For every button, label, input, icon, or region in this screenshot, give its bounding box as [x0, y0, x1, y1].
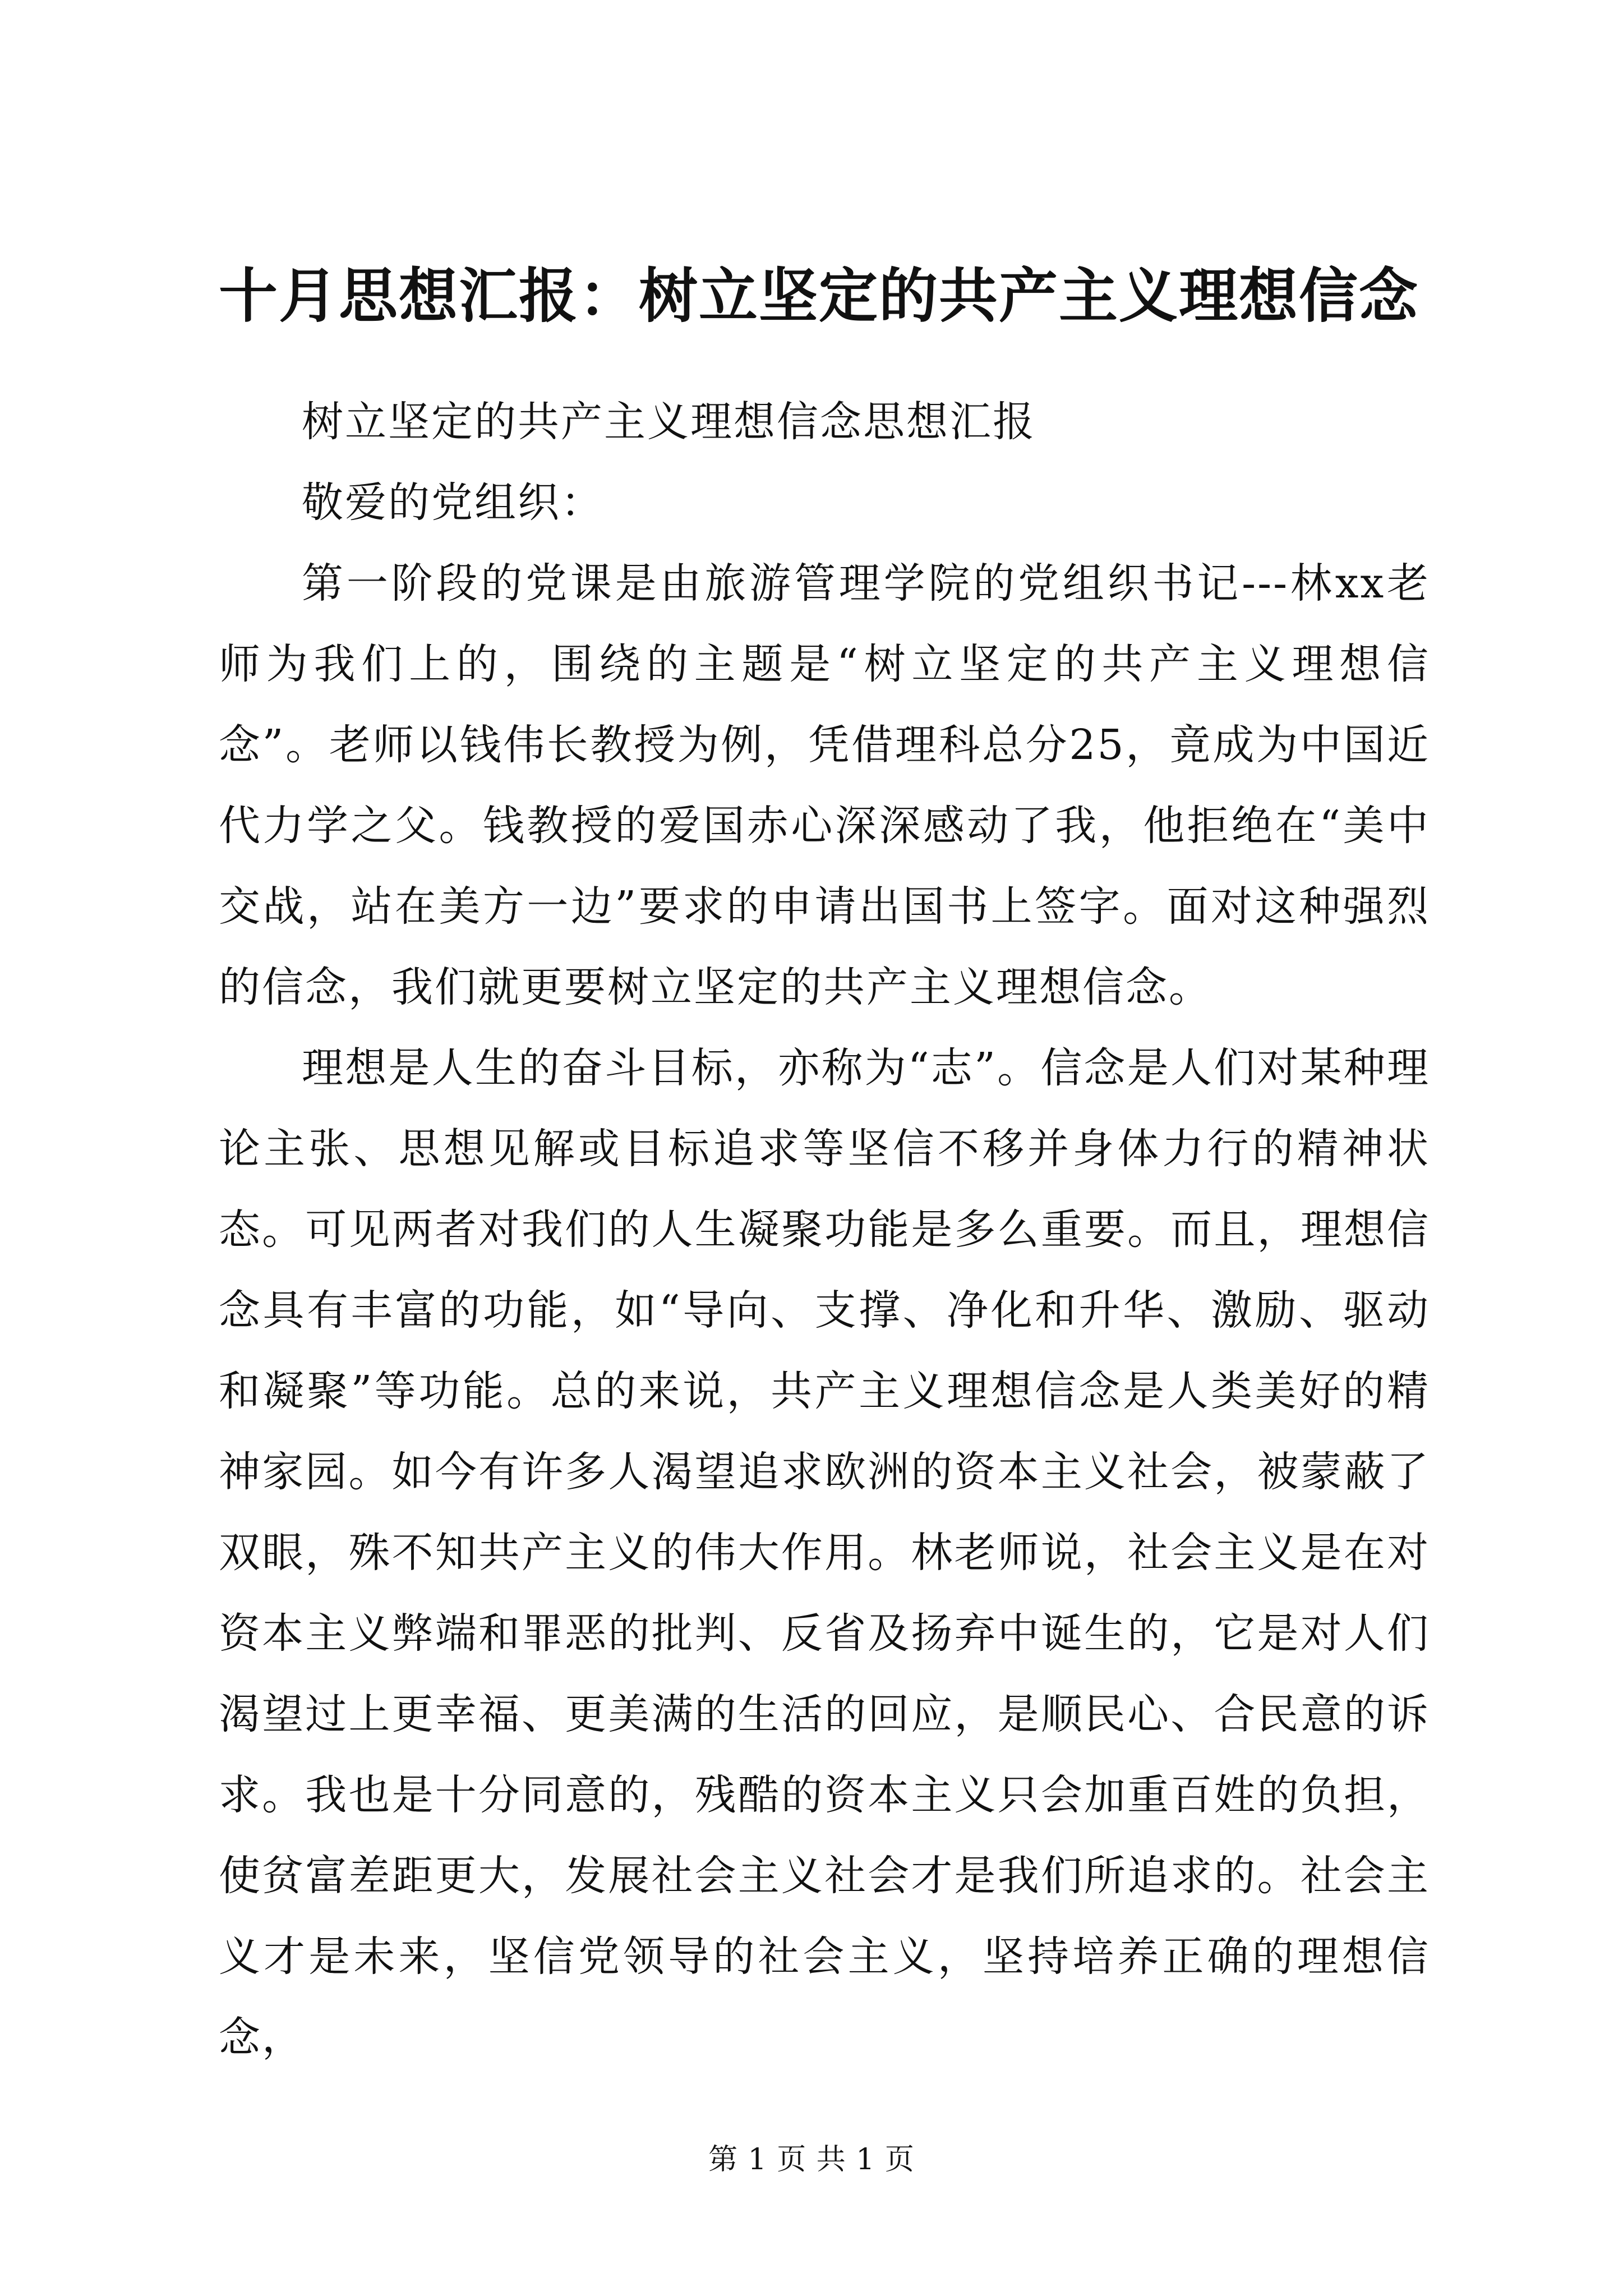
page-footer: 第 1 页 共 1 页 [708, 2143, 915, 2177]
paragraph-body-2: 理想是人生的奋斗目标，亦称为“志”。信念是人们对某种理论主张、思想见解或目标追求等坚信不移并身体力行的精神状态。可见两者对我们的人生凝聚功能是多么重要。而且，理想信念具有丰富的功能，如“导向、支撑、净化和升华、激励、驱动和凝聚”等功能。总的来说，共产主义理想信念是人类美好的精神家园。如今有许多人渴望追求欧洲的资本主义社会，被蒙蔽了双眼，殊不知共产主义的伟大作用。林老师说，社会主义是在对资本主义弊端和罪恶的批判、反省及扬弃中诞生的，它是对人们渴望过上更幸福、更美满的生活的回应，是顺民心、合民意的诉求。我也是十分同意的，残酷的资本主义只会加重百姓的负担，使贫富差距更大，发展社会主义社会才是我们所追求的。社会主义才是未来，坚信党领导的社会主义，坚持培养正确的理想信念， [219, 1044, 1430, 2062]
paragraph-subtitle: 树立坚定的共产主义理想信念思想汇报 [302, 398, 1036, 446]
paragraph-body-1: 第一阶段的党课是由旅游管理学院的党组织书记---林xx老师为我们上的，围绕的主题是“树立坚定的共产主义理想信念”。老师以钱伟长教授为例，凭借理科总分25，竟成为中国近代力学之父。钱教授的爱国赤心深深感动了我，他拒绝在“美中交战，站在美方一边”要求的申请出国书上签字。面对这种强烈的信念，我们就更要树立坚定的共产主义理想信念。 [219, 559, 1430, 1011]
paragraph-salutation: 敬爱的党组织： [302, 478, 604, 527]
document-title: 十月思想汇报：树立坚定的共产主义理想信念 [219, 261, 1419, 330]
document-body [219, 381, 1430, 2078]
